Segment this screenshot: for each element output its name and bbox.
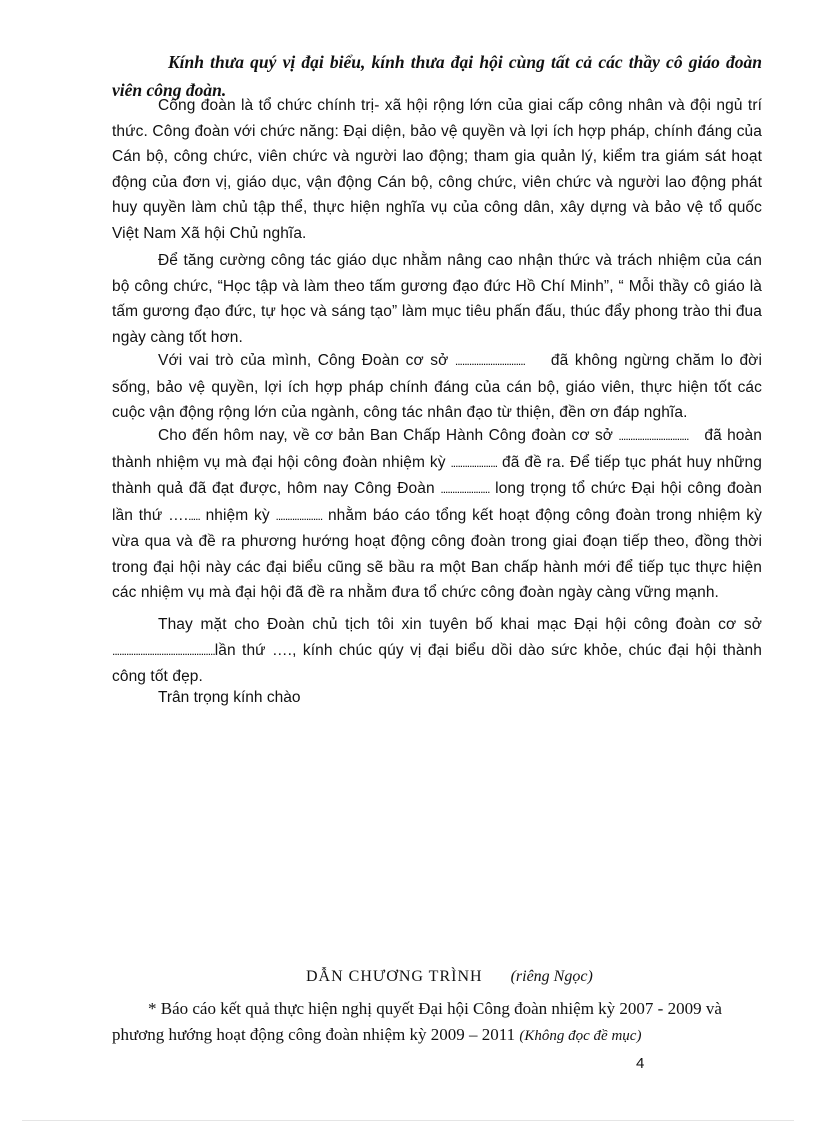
blank-fill-line: ..................... (440, 482, 490, 496)
report-text: * Báo cáo kết quả thực hiện nghị quyết Đại hội Công đoàn nhiệm kỳ 2007 - 2009 và phương hướng hoạt động công đoàn nhiệm kỳ 2009 – 2011 (112, 999, 722, 1044)
paragraph-text: Thay mặt cho Đoàn chủ tịch tôi xin tuyên bố khai mạc Đại hội công đoàn cơ sở (158, 616, 762, 633)
program-heading (306, 968, 593, 986)
paragraph-text: nhằm báo cáo tổng kết hoạt động công đoàn trong nhiệm kỳ vừa qua và đề ra phương hướng hoạt động công đoàn trong giai đoạn tiếp theo, đồng thời trong đại hội này các đại biểu cũng sẽ bầu ra một Ban chấp hành mới để tiếp tục thực hiện các nhiệm vụ mà đại hội đã đề ra nhằm đưa tổ chức công đoàn ngày càng vững mạnh. (112, 506, 762, 601)
program-title: DẪN CHƯƠNG TRÌNH (306, 968, 483, 985)
paragraph-text: Với vai trò của mình, Công Đoàn cơ sở (158, 352, 449, 369)
blank-fill-line: …. (168, 506, 189, 524)
page-edge-divider (22, 1120, 794, 1121)
blank-fill-line: .............................. (618, 429, 689, 443)
report-item (112, 996, 772, 1049)
paragraph-education-campaign: Để tăng cường công tác giáo dục nhằm nâng cao nhận thức và trách nhiệm của cán bộ công chức, “Học tập và làm theo tấm gương đạo đức Hồ Chí Minh”, “ Mỗi thầy cô giáo là tấm gương đạo đức, tự học và sáng tạo” làm mục tiêu phấn đấu, thúc đẩy phong trào thi đua ngày càng tốt hơn. (112, 252, 762, 346)
blank-fill-line: ............................................ (112, 643, 215, 658)
paragraph-text: đã không ngừng chăm lo đời sống, bảo vệ quyền, lợi ích hợp pháp chính đáng của cán bộ, giáo viên, thực hiện tốt các cuộc vận động rộng lớn của ngành, công tác nhân đạo từ thiện, đền ơn đáp nghĩa. (112, 352, 762, 421)
blank-fill-line: .................... (275, 508, 323, 523)
report-hint: (Không đọc đề mục) (519, 1028, 642, 1044)
blank-fill-line: ..... (188, 508, 200, 523)
paragraph-text: đã đề ra. Để tiếp tục phát huy những thành quả đã đạt được, hôm nay Công Đoàn (112, 453, 762, 497)
paragraph-text: , kính chúc qúy vị đại biểu dồi dào sức khỏe, chúc đại hội thành công tốt đẹp. (112, 641, 762, 685)
paragraph-text: đã hoàn thành nhiệm vụ mà đại hội công đoàn nhiệm kỳ (112, 427, 762, 471)
program-note: (riêng Ngọc) (510, 968, 593, 985)
paragraph-text: long trọng tổ chức Đại hội công đoàn lần thứ (112, 480, 762, 524)
blank-fill-line: .................... (450, 455, 498, 470)
blank-fill-line: .............................. (454, 354, 525, 368)
paragraph-text: nhiệm kỳ (205, 506, 270, 524)
paragraph-union-achievements (112, 348, 762, 426)
blank-fill-line: …. (272, 641, 293, 659)
paragraph-opening-declaration (112, 612, 762, 690)
greeting-heading: Kính thưa quý vị đại biểu, kính thưa đại hội cùng tất cả các thầy cô giáo đoàn viên công đoàn. (112, 52, 762, 100)
closing-salutation: Trân trọng kính chào (158, 689, 301, 706)
paragraph-text: Cho đến hôm nay, về cơ bản Ban Chấp Hành Công đoàn cơ sở (158, 427, 614, 444)
paragraph-union-role: Công đoàn là tổ chức chính trị- xã hội rộng lớn của giai cấp công nhân và đội ngủ trí thức. Công đoàn với chức năng: Đại diện, bảo vệ quyền và lợi ích hợp pháp, chính đáng của Cán bộ, công chức, viên chức và người lao động; tham gia quản lý, kiểm tra giám sát hoạt động của đơn vị, giáo dục, vận động Cán bộ, công chức, viên chức và người lao động phát huy quyền làm chủ tập thể, thực hiện nghĩa vụ của công dân, xây dựng và bảo vệ tổ quốc Việt Nam Xã hội Chủ nghĩa. (112, 97, 762, 242)
page-number: 4 (636, 1055, 645, 1072)
paragraph-text: lần thứ (214, 641, 266, 659)
paragraph-congress-purpose (112, 423, 762, 606)
